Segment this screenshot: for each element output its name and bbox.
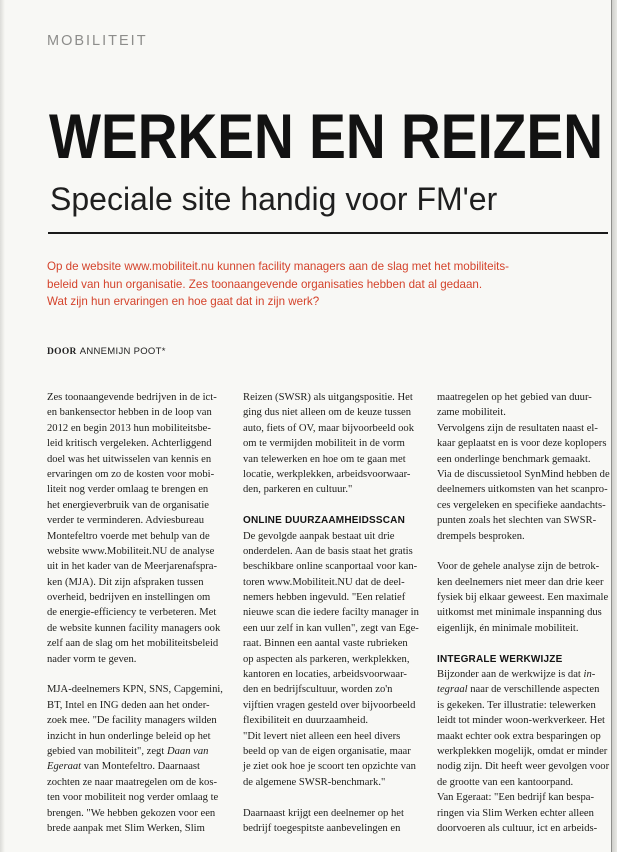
text-line: ging dus niet alleen om de keuze tussen: [243, 407, 411, 419]
section-heading: INTEGRALE WERKWIJZE: [437, 653, 563, 665]
text-line: eigenlijk, én minimale mobiliteit.: [437, 622, 579, 634]
text-line: en bankensector hebben in de loop van: [47, 407, 212, 419]
text-line: van telewerken en hoe om te gaan met: [243, 453, 406, 465]
text-line: Voor de gehele analyse zijn de betrok-: [437, 561, 600, 573]
text-line: locatie, werkplekken, arbeidsvoorwaar-: [243, 468, 411, 480]
text-line: beschikbare online scanportaal voor kan-: [243, 561, 418, 573]
text-line: Reizen (SWSR) als uitgangspositie. Het: [243, 392, 413, 403]
text-line: "Dit levert niet alleen een heel divers: [243, 730, 401, 742]
text-line: zochten ze naar maatregelen om de kos-: [47, 776, 218, 788]
text-line: kaar geplaatst en is voor deze koplopers: [437, 438, 607, 450]
text-line: [47, 744, 229, 759]
section-label: MOBILITEIT: [47, 33, 148, 49]
text-line: flexibiliteit en duurzaamheid.: [243, 715, 369, 727]
text-line: MJA-deelnemers KPN, SNS, Capgemini,: [47, 684, 223, 696]
article-column-1: [47, 390, 229, 836]
text-line: toren www.Mobiliteit.NU dat de deel-: [243, 576, 405, 588]
paragraph: [243, 806, 425, 837]
text-line: liteit nog verder omlaag te brengen en: [47, 484, 209, 496]
italic-text: tegraal: [437, 684, 468, 696]
text-line: om te vermijden mobiliteit in de vorm: [243, 438, 405, 450]
text-line: raat. Binnen een aantal vaste rubrieken: [243, 638, 408, 650]
text-line: je ziet ook hoe je scoort ten opzichte van: [243, 761, 416, 773]
text-line: brengen. "We hebben gekozen voor een: [47, 807, 216, 819]
text-line: een uur zelf in kan vullen", zegt van Ege-: [243, 622, 419, 634]
text-line: verder te verminderen. Adviesbureau: [47, 515, 205, 527]
text-line: den, parkeren en cultuur.": [243, 484, 353, 496]
text-line: de website kunnen facility managers ook: [47, 622, 221, 634]
scan-edge-left: [0, 0, 5, 852]
intro-line: Op de website www.mobiliteit.nu kunnen facility managers aan de slag met het mobiliteits-: [47, 260, 510, 273]
text-line: leid kritisch vergeleken. Achterliggend: [47, 438, 212, 450]
text-line: De gevolgde aanpak bestaat uit drie: [243, 530, 395, 542]
text-line: de energie-efficiency te verbeteren. Met: [47, 607, 217, 619]
text-line: maatregelen op het gebied van duur-: [437, 392, 592, 403]
text-span: gebied van mobiliteit", zegt: [47, 745, 167, 757]
text-line: Van Egeraat: "Een bedrijf kan bespa-: [437, 792, 594, 804]
text-line: overheid, bedrijven en instellingen om: [47, 592, 211, 604]
text-span: naar de verschillende aspecten: [467, 684, 600, 696]
italic-text: in-: [583, 669, 596, 681]
text-line: ringen via Slim Werken echter alleen: [437, 807, 594, 819]
divider-rule: [48, 232, 608, 234]
text-line: zoek mee. "De facility managers wilden: [47, 715, 217, 727]
text-line: [437, 667, 609, 682]
text-line: [47, 759, 229, 774]
scan-edge-right: [611, 0, 617, 852]
subtitle: Speciale site handig voor FM'er: [50, 181, 498, 217]
article-column-2: [243, 390, 425, 836]
text-line: maakt echter ook extra besparingen op: [437, 730, 601, 742]
text-line: [437, 682, 609, 697]
text-line: Montefeltro voerde met behulp van de: [47, 530, 210, 542]
text-line: Vervolgens zijn de resultaten naast el-: [437, 422, 598, 434]
text-line: zelf aan de slag om het mobiliteitsbeleid: [47, 638, 219, 650]
text-line: ken (MJA). Dit zijn afspraken tussen: [47, 576, 204, 588]
text-line: doorvoeren als cultuur, ict en arbeids-: [437, 822, 598, 834]
text-line: drempels besproken.: [437, 530, 525, 542]
byline-author: ANNEMIJN POOT*: [79, 346, 166, 357]
text-line: nodig zijn. Dit heeft weer gevolgen voor: [437, 761, 610, 773]
headline-text: WERKEN EN REIZEN: [49, 102, 603, 172]
italic-text: Egeraat: [47, 761, 82, 773]
paragraph: [243, 529, 425, 791]
text-span: van Montefeltro. Daarnaast: [81, 761, 200, 773]
paragraph: [437, 667, 609, 836]
article-column-3: [437, 390, 609, 836]
text-line: nemers hebben ingevuld. "Een relatief: [243, 592, 406, 604]
text-line: Via de discussietool SynMind hebben de: [437, 468, 610, 480]
text-line: brede aanpak met Slim Werken, Slim: [47, 822, 205, 834]
paragraph: [437, 390, 609, 544]
headline: [48, 100, 608, 172]
text-line: den en bedrijfscultuur, worden zo'n: [243, 684, 393, 696]
text-line: Daarnaast krijgt een deelnemer op het: [243, 807, 404, 819]
byline-prefix: DOOR: [47, 347, 77, 357]
text-line: onderdelen. Aan de basis staat het gratis: [243, 545, 413, 557]
text-line: nader vorm te geven.: [47, 653, 137, 665]
text-line: ken deelnemers niet meer dan drie keer: [437, 576, 604, 588]
text-line: website www.Mobiliteit.NU de analyse: [47, 545, 215, 557]
intro-lead: [47, 258, 509, 311]
paragraph: [437, 559, 609, 636]
text-line: nieuwe scan die iedere facilty manager in: [243, 607, 419, 619]
text-line: het energieverbruik van de organisatie: [47, 499, 209, 511]
text-line: op aspecten als parkeren, werkplekken,: [243, 653, 410, 665]
text-line: inzicht in hun onderlinge beleid op het: [47, 730, 211, 742]
intro-line: Wat zijn hun ervaringen en hoe gaat dat in zijn werk?: [47, 295, 320, 308]
paragraph: [47, 682, 229, 836]
text-line: uit in het kader van de Meerjarenafspra-: [47, 561, 218, 573]
text-line: auto, fiets of OV, maar bijvoorbeeld ook: [243, 422, 415, 434]
text-span: Bijzonder aan de werkwijze is dat: [437, 669, 584, 681]
text-line: zame mobiliteit.: [437, 407, 506, 419]
text-line: vijftien vragen gesteld over bijvoorbeeld: [243, 699, 416, 711]
text-line: de grootte van een kantoorpand.: [437, 776, 574, 788]
text-line: een onderlinge benchmark gemaakt.: [437, 453, 591, 465]
paragraph: [243, 390, 425, 498]
text-line: uitkomst met minimale inspanning dus: [437, 607, 602, 619]
text-line: leidt tot minder woon-werkverkeer. Het: [437, 715, 605, 727]
text-line: deelnemers uitkomsten van het scanpro-: [437, 484, 608, 496]
text-line: ces vergeleken en specifieke aandachts-: [437, 499, 606, 511]
byline: [47, 346, 166, 358]
text-line: punten zoals het slechten van SWSR-: [437, 515, 597, 527]
text-line: werkplekken mogelijk, omdat er minder: [437, 745, 608, 757]
text-line: is gekeken. Ter illustratie: telewerken: [437, 699, 596, 711]
section-heading: ONLINE DUURZAAMHEIDSSCAN: [243, 515, 406, 527]
text-line: bedrijf toegespitste aanbevelingen en: [243, 822, 401, 834]
text-line: doel was het uitwisselen van kennis en: [47, 453, 212, 465]
text-line: beeld op van de eigen organisatie, maar: [243, 745, 411, 757]
text-line: fysiek bij elkaar geweest. Een maximale: [437, 592, 609, 604]
intro-line: beleid van hun organisatie. Zes toonaangevende organisaties hebben dat al gedaan.: [47, 277, 483, 291]
text-line: Zes toonaangevende bedrijven in de ict-: [47, 392, 217, 403]
text-line: ervaringen om zo de kosten voor mobi-: [47, 468, 215, 480]
italic-text: Daan van: [166, 745, 209, 757]
text-line: BT, Intel en ING deden aan het onder-: [47, 699, 210, 711]
text-line: 2012 en begin 2013 hun mobiliteitsbe-: [47, 422, 211, 434]
paragraph: [47, 390, 229, 667]
text-line: de algemene SWSR-benchmark.": [243, 776, 386, 788]
text-line: ten voor mobiliteit nog verder omlaag te: [47, 792, 219, 804]
text-line: kantoren en locaties, arbeidsvoorwaar-: [243, 669, 407, 681]
